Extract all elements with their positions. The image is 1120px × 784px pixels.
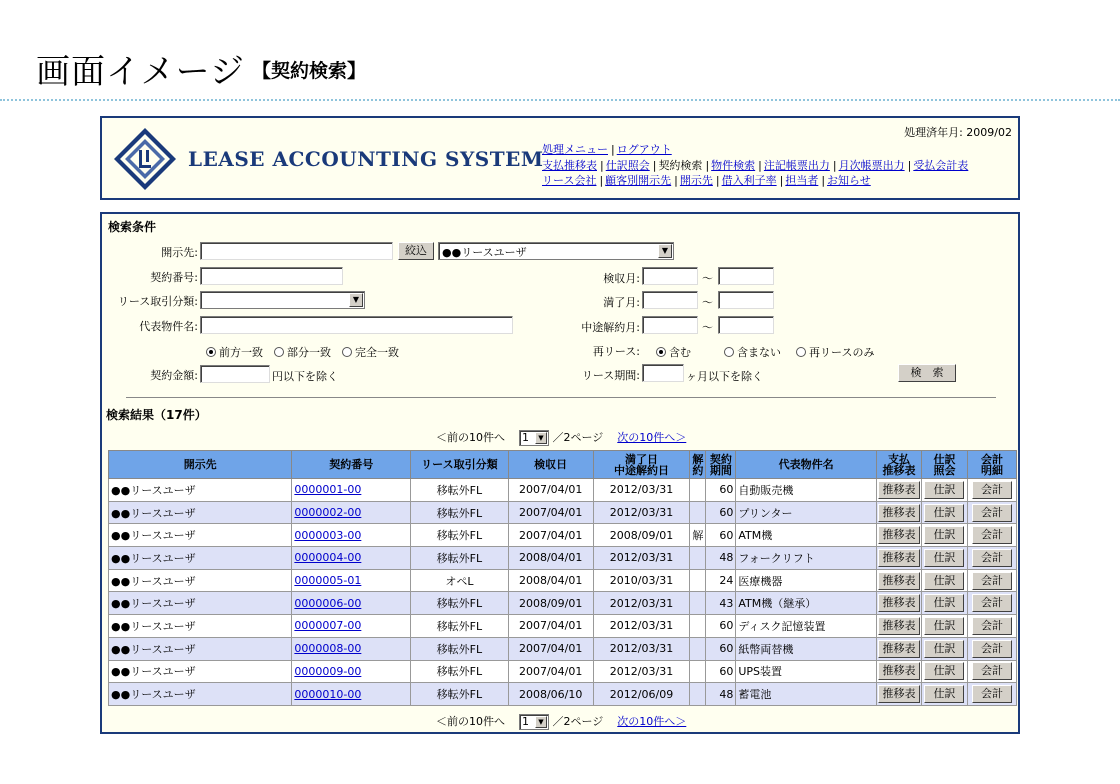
cell-maturity: 2012/03/31 [593,501,690,524]
nav-link[interactable]: ログアウト [616,143,672,156]
cell-maturity: 2012/03/31 [593,637,690,660]
inspect-month-to[interactable] [718,267,774,285]
suii-button[interactable]: 推移表 [878,549,920,567]
kaikei-button[interactable]: 会計 [972,662,1012,680]
kaikei-button[interactable]: 会計 [972,504,1012,522]
cell-action [922,660,968,683]
nav-separator: | [821,174,826,187]
cell-type: 移転外FL [411,660,509,683]
amount-suffix: 円以下を除く [272,370,338,383]
main-panel [100,212,1020,734]
cell-action [877,547,922,570]
cell-action [967,592,1016,615]
inspect-month-from[interactable] [642,267,698,285]
cell-action [922,479,968,502]
range-sep: ～ [702,321,713,334]
table-row [109,524,1017,547]
cell-contract-no [292,524,411,547]
column-header: 代表物件名 [736,451,877,479]
cell-period: 48 [706,683,736,706]
cell-contract-no [292,660,411,683]
cell-cancel [690,501,706,524]
nav-link[interactable]: 顧客別開示先 [605,174,672,187]
cell-cancel [690,547,706,570]
kaikei-button[interactable]: 会計 [972,549,1012,567]
cell-cancel [690,683,706,706]
search-button[interactable]: 検 索 [898,364,956,382]
cell-action [967,501,1016,524]
results-title: 検索結果（17件） [106,408,207,422]
cell-type: 移転外FL [411,637,509,660]
column-header: リース取引分類 [411,451,509,479]
cell-action [922,569,968,592]
contract-no-link[interactable]: 0000009-00 [294,664,362,678]
suii-button[interactable]: 推移表 [878,685,920,703]
cell-maturity: 2012/03/31 [593,592,690,615]
nav-row [542,173,1018,189]
pager-total: ／2ページ [552,715,604,728]
suii-button[interactable]: 推移表 [878,504,920,522]
cell-action [922,683,968,706]
shiwake-button[interactable]: 仕訳 [924,685,964,703]
cell-type: 移転外FL [411,524,509,547]
contract-no-label: 契約番号: [150,271,198,284]
suii-button[interactable]: 推移表 [878,572,920,590]
cell-item: UPS装置 [736,660,877,683]
cell-period: 48 [706,547,736,570]
period-label: リース期間: [581,369,640,382]
cell-action [967,683,1016,706]
cell-item: 紙幣両替機 [736,637,877,660]
nav-row [542,142,1018,158]
shiwake-button[interactable]: 仕訳 [924,594,964,612]
kaikei-button[interactable]: 会計 [972,685,1012,703]
cancel-month-label: 中途解約月: [581,321,640,334]
amount-label: 契約金額: [150,369,198,382]
suii-button[interactable]: 推移表 [878,594,920,612]
lease-type-label: リース取引分類: [117,295,198,308]
nav-link: 契約検索 [658,158,703,172]
contract-no-link[interactable]: 0000010-00 [294,687,362,701]
column-header: 契約番号 [292,451,411,479]
nav-link[interactable]: 担当者 [785,174,819,187]
search-section-title: 検索条件 [108,220,157,234]
column-header: 契約 期間 [706,451,736,479]
shiwake-button[interactable]: 仕訳 [924,617,964,635]
cell-disclosure: ●●リースユーザ [109,524,292,547]
cell-period: 60 [706,501,736,524]
nav-link[interactable]: 注記帳票出力 [763,158,830,172]
narrow-button[interactable]: 絞込 [398,242,434,260]
cell-action [877,615,922,638]
main-nav [542,142,1018,189]
cell-type: 移転外FL [411,479,509,502]
cell-disclosure: ●●リースユーザ [109,660,292,683]
inspect-month-label: 検収月: [603,272,640,285]
divider [0,99,1120,101]
radio-icon [274,347,284,357]
cell-action [967,547,1016,570]
results-body [109,479,1017,706]
kaikei-button[interactable]: 会計 [972,594,1012,612]
cell-item: 自動販売機 [736,479,877,502]
nav-link[interactable]: 開示先 [679,174,713,187]
page-select[interactable]: 1 ▼ [519,714,549,730]
shiwake-button[interactable]: 仕訳 [924,662,964,680]
cell-disclosure: ●●リースユーザ [109,683,292,706]
cell-disclosure: ●●リースユーザ [109,569,292,592]
cell-item: 医療機器 [736,569,877,592]
disclosure-select-value: ●●リースユーザ [442,246,527,259]
cell-action [922,524,968,547]
radio-icon [206,347,216,357]
nav-separator: | [652,158,657,172]
shiwake-button[interactable]: 仕訳 [924,549,964,567]
cell-period: 60 [706,524,736,547]
cell-contract-no [292,592,411,615]
cell-cancel [690,637,706,660]
nav-link[interactable]: 処理メニュー [542,143,608,156]
suii-button[interactable]: 推移表 [878,617,920,635]
cell-type: 移転外FL [411,547,509,570]
cell-inspect: 2007/04/01 [508,479,593,502]
chevron-down-icon: ▼ [535,716,547,728]
contract-no-input[interactable] [200,267,343,285]
cell-disclosure: ●●リースユーザ [109,547,292,570]
kaikei-button[interactable]: 会計 [972,481,1012,499]
cell-action [922,615,968,638]
cell-inspect: 2008/06/10 [508,683,593,706]
suii-button[interactable]: 推移表 [878,662,920,680]
cell-maturity: 2012/03/31 [593,660,690,683]
cell-action [967,524,1016,547]
match-radio-2[interactable]: 部分一致 [274,344,331,360]
cell-contract-no [292,637,411,660]
cancel-month-to[interactable] [718,316,774,334]
column-header: 満了日 中途解約日 [593,451,690,479]
cell-disclosure: ●●リースユーザ [109,501,292,524]
radio-icon [796,347,806,357]
relese-radio-2[interactable]: 含まない [724,344,781,360]
cell-item: ATM機 [736,524,877,547]
cell-action [877,660,922,683]
table-row [109,501,1017,524]
cell-contract-no [292,615,411,638]
cell-cancel [690,479,706,502]
period-suffix: ヶ月以下を除く [686,370,763,383]
cell-period: 60 [706,615,736,638]
cancel-month-from[interactable] [642,316,698,334]
nav-link[interactable]: 仕訳照会 [605,158,650,172]
cell-action [877,592,922,615]
contract-no-link[interactable]: 0000006-00 [294,596,362,610]
cell-inspect: 2007/04/01 [508,660,593,683]
cell-action [922,547,968,570]
nav-separator: | [779,174,784,187]
cell-inspect: 2007/04/01 [508,524,593,547]
column-header: 検収日 [508,451,593,479]
cell-item: フォークリフト [736,547,877,570]
contract-no-link[interactable]: 0000005-01 [294,574,362,588]
kaikei-button[interactable]: 会計 [972,617,1012,635]
shiwake-button[interactable]: 仕訳 [924,481,964,499]
nav-link[interactable]: 物件検索 [711,158,756,172]
cell-action [877,683,922,706]
relese-label: 再リース: [592,345,640,358]
cell-action [967,637,1016,660]
cell-cancel [690,660,706,683]
cell-contract-no [292,569,411,592]
cell-period: 60 [706,660,736,683]
pager-next-link[interactable]: 次の10件へ＞ [617,715,687,728]
pager-total: ／2ページ [552,431,604,444]
nav-separator: | [715,174,720,187]
cell-maturity: 2012/03/31 [593,615,690,638]
relese-radio-1[interactable]: 含む [656,344,691,360]
table-row [109,569,1017,592]
table-row [109,479,1017,502]
cell-cancel [690,615,706,638]
cell-inspect: 2007/04/01 [508,637,593,660]
cell-contract-no [292,683,411,706]
cell-inspect: 2008/04/01 [508,569,593,592]
nav-separator: | [705,158,710,172]
cell-inspect: 2007/04/01 [508,501,593,524]
cell-cancel [690,592,706,615]
nav-link[interactable]: 借入利子率 [721,174,777,187]
cell-type: 移転外FL [411,592,509,615]
suii-button[interactable]: 推移表 [878,481,920,499]
nav-link[interactable]: 支払推移表 [542,158,597,172]
cell-type: 移転外FL [411,683,509,706]
suii-button[interactable]: 推移表 [878,526,920,544]
nav-separator: | [674,174,678,187]
results-table [108,450,1017,706]
table-row [109,637,1017,660]
column-header: 会計 明細 [967,451,1016,479]
column-header: 仕訳 照会 [922,451,968,479]
maturity-month-to[interactable] [718,291,774,309]
chevron-down-icon: ▼ [658,244,672,258]
cell-action [922,637,968,660]
cell-type: 移転外FL [411,615,509,638]
maturity-month-label: 満了月: [603,296,640,309]
table-row [109,660,1017,683]
contract-no-link[interactable]: 0000007-00 [294,619,362,633]
contract-no-link[interactable]: 0000002-00 [294,506,362,520]
shiwake-button[interactable]: 仕訳 [924,572,964,590]
column-header: 開示先 [109,451,292,479]
cell-cancel [690,569,706,592]
maturity-month-from[interactable] [642,291,698,309]
pager-next-link[interactable]: 次の10件へ＞ [617,431,687,444]
column-header: 支払 推移表 [877,451,922,479]
disclosure-select[interactable] [438,242,674,260]
chevron-down-icon: ▼ [535,432,547,444]
amount-input[interactable] [200,365,270,383]
range-sep: ～ [702,296,713,309]
cell-period: 43 [706,592,736,615]
match-radio-3[interactable]: 完全一致 [342,344,399,360]
table-row [109,592,1017,615]
cell-disclosure: ●●リースユーザ [109,592,292,615]
cell-type: オペL [411,569,509,592]
item-name-input[interactable] [200,316,513,334]
page-select[interactable]: 1 ▼ [519,430,549,446]
cell-action [877,637,922,660]
kaikei-button[interactable]: 会計 [972,526,1012,544]
cell-inspect: 2007/04/01 [508,615,593,638]
cell-action [967,615,1016,638]
divider [126,397,996,398]
shiwake-button[interactable]: 仕訳 [924,504,964,522]
nav-link[interactable]: お知らせ [827,174,871,187]
cell-inspect: 2008/09/01 [508,592,593,615]
cell-disclosure: ●●リースユーザ [109,637,292,660]
match-radio-1[interactable]: 前方一致 [206,344,263,360]
nav-separator: | [611,143,615,156]
app-logo-text: LEASE ACCOUNTING SYSTEM [188,147,544,171]
column-header: 解 約 [690,451,706,479]
cell-period: 60 [706,637,736,660]
cell-action [922,592,968,615]
disclosure-input[interactable] [200,242,393,260]
contract-no-link[interactable]: 0000001-00 [294,483,362,497]
kaikei-button[interactable]: 会計 [972,640,1012,658]
radio-icon [342,347,352,357]
cell-action [877,501,922,524]
cell-action [922,501,968,524]
disclosure-label: 開示先: [161,246,198,259]
cell-action [967,660,1016,683]
radio-icon [656,347,666,357]
logo-icon [112,126,178,192]
pager-prev: ＜前の10件へ [436,715,505,728]
cell-action [967,569,1016,592]
shiwake-button[interactable]: 仕訳 [924,640,964,658]
period-input[interactable] [642,364,684,382]
cell-period: 24 [706,569,736,592]
slide-title: 画面イメージ [36,52,245,92]
cell-contract-no [292,501,411,524]
chevron-down-icon: ▼ [349,293,363,307]
nav-link[interactable]: リース会社 [542,174,597,187]
cell-cancel: 解 [690,524,706,547]
app-header [100,116,1020,200]
nav-separator: | [907,158,912,172]
nav-row [542,158,1018,174]
item-name-label: 代表物件名: [139,320,198,333]
cell-item: プリンター [736,501,877,524]
cell-maturity: 2012/06/09 [593,683,690,706]
nav-separator: | [832,158,837,172]
relese-radio-3[interactable]: 再リースのみ [796,344,874,360]
cell-disclosure: ●●リースユーザ [109,615,292,638]
cell-maturity: 2012/03/31 [593,547,690,570]
range-sep: ～ [702,272,713,285]
kaikei-button[interactable]: 会計 [972,572,1012,590]
cell-maturity: 2008/09/01 [593,524,690,547]
processed-month: 処理済年月: 2009/02 [904,126,1012,139]
contract-no-link[interactable]: 0000004-00 [294,551,362,565]
cell-item: ディスク記憶装置 [736,615,877,638]
cell-contract-no [292,547,411,570]
nav-link[interactable]: 受払会計表 [913,158,969,172]
cell-inspect: 2008/04/01 [508,547,593,570]
cell-period: 60 [706,479,736,502]
cell-maturity: 2012/03/31 [593,479,690,502]
lease-type-select[interactable] [200,291,365,309]
cell-item: ATM機（継承） [736,592,877,615]
cell-action [967,479,1016,502]
nav-separator: | [758,158,762,172]
shiwake-button[interactable]: 仕訳 [924,526,964,544]
cell-action [877,569,922,592]
nav-link[interactable]: 月次帳票出力 [838,158,905,172]
nav-separator: | [600,158,604,172]
cell-maturity: 2010/03/31 [593,569,690,592]
table-row [109,547,1017,570]
nav-separator: | [599,174,604,187]
cell-type: 移転外FL [411,501,509,524]
table-row [109,615,1017,638]
contract-no-link[interactable]: 0000008-00 [294,642,362,656]
pager-top [436,429,686,446]
slide-subtitle: 【契約検索】 [252,60,367,82]
results-header-row [109,451,1017,479]
radio-icon [724,347,734,357]
cell-item: 蓄電池 [736,683,877,706]
cell-disclosure: ●●リースユーザ [109,479,292,502]
pager-bottom [436,713,686,730]
cell-action [877,524,922,547]
pager-prev: ＜前の10件へ [436,431,505,444]
table-row [109,683,1017,706]
contract-no-link[interactable]: 0000003-00 [294,528,362,542]
cell-action [877,479,922,502]
suii-button[interactable]: 推移表 [878,640,920,658]
cell-contract-no [292,479,411,502]
